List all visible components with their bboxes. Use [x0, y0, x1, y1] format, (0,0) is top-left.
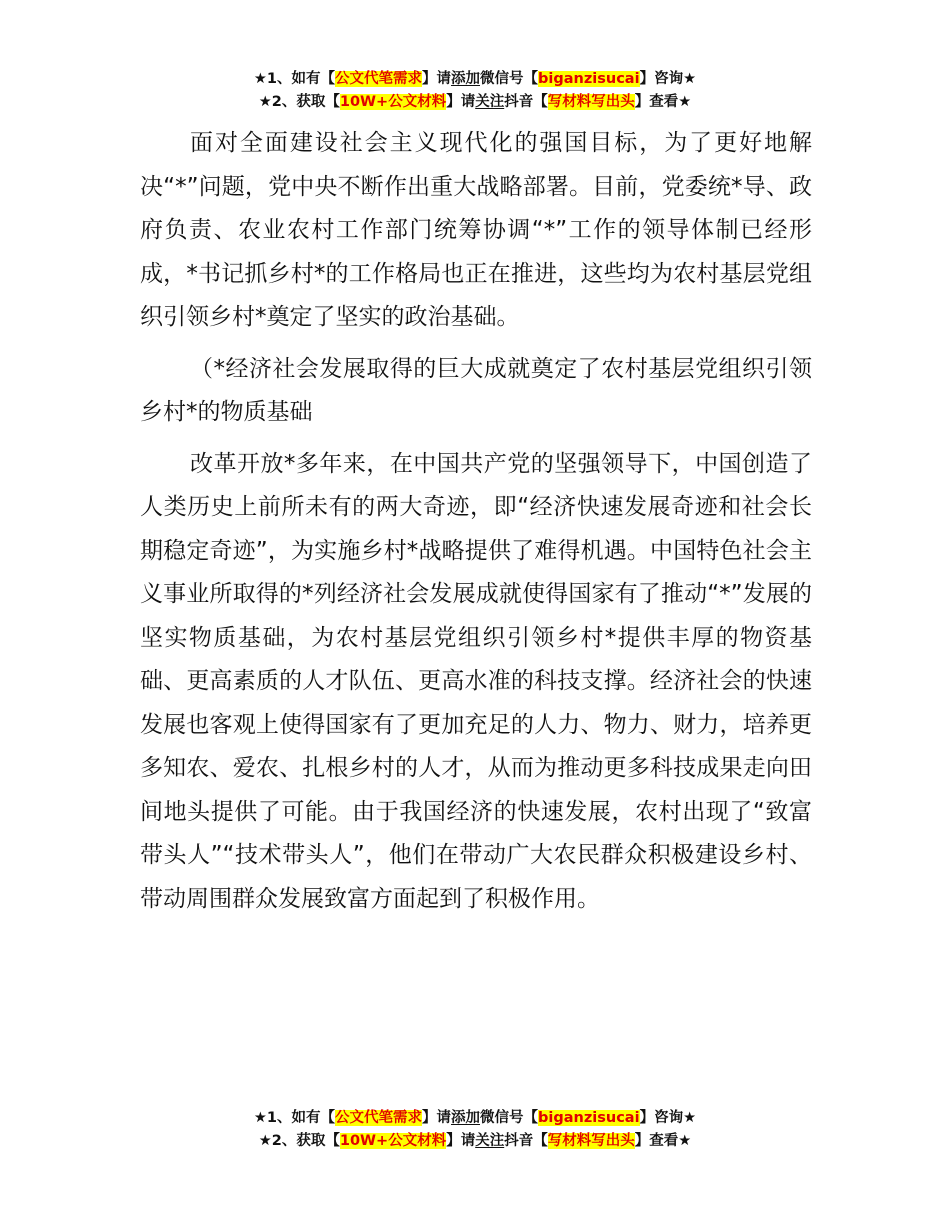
- banner-text: 抖音【: [504, 1133, 548, 1149]
- banner-highlight-douyin-account: 写材料写出头: [547, 94, 635, 110]
- banner-emphasis: 添加: [451, 71, 481, 87]
- banner-text: ★1、如有【: [253, 1110, 336, 1126]
- banner-text: 】咨询★: [639, 71, 697, 87]
- banner-emphasis: 关注: [475, 1133, 505, 1149]
- banner-text: 】查看★: [634, 94, 692, 110]
- banner-text: 】请: [422, 1110, 452, 1126]
- banner-text: ★2、获取【: [258, 94, 340, 110]
- banner-emphasis: 添加: [451, 1110, 481, 1126]
- banner-text: 】查看★: [634, 1133, 692, 1149]
- banner-text: 】请: [422, 71, 452, 87]
- header-banner-line-2: [0, 91, 950, 114]
- section-heading: （*经济社会发展取得的巨大成就奠定了农村基层党组织引领乡村*的物质基础: [140, 355, 812, 425]
- footer-banner-line-1: [0, 1107, 950, 1130]
- banner-highlight-wechat-id: biganzisucai: [538, 71, 640, 87]
- document-body: [140, 122, 812, 921]
- body-paragraph-2: 改革开放*多年来，在中国共产党的坚强领导下，中国创造了人类历史上前所未有的两大奇迹，即“经济快速发展奇迹和社会长期稳定奇迹”，为实施乡村*战略提供了难得机遇。中国特色社会主义事业所取得的*列经济社会发展成就使得国家有了推动“*”发展的坚实物质基础，为农村基层党组织引领乡村*提供丰厚的物资基础、更高素质的人才队伍、更高水准的科技支撑。经济社会的快速发展也客观上使得国家有了更加充足的人力、物力、财力，培养更多知农、爱农、扎根乡村的人才，从而为推动更多科技成果走向田间地头提供了可能。由于我国经济的快速发展，农村出现了“致富带头人”“技术带头人”，他们在带动广大农民群众积极建设乡村、带动周围群众发展致富方面起到了积极作用。: [140, 450, 812, 912]
- header-banner: [0, 68, 950, 114]
- banner-text: 微信号【: [480, 1110, 539, 1126]
- banner-highlight-wechat-id: biganzisucai: [538, 1110, 640, 1126]
- banner-text: 】请: [446, 94, 476, 110]
- banner-highlight-douyin-account: 写材料写出头: [547, 1133, 635, 1149]
- banner-highlight-service: 公文代笔需求: [335, 1110, 423, 1126]
- footer-banner: [0, 1107, 950, 1153]
- banner-text: 】咨询★: [639, 1110, 697, 1126]
- banner-highlight-materials: 10W+公文材料: [339, 94, 447, 110]
- body-paragraph-1: 面对全面建设社会主义现代化的强国目标，为了更好地解决“*”问题，党中央不断作出重大战略部署。目前，党委统*导、政府负责、农业农村工作部门统筹协调“*”工作的领导体制已经形成，*书记抓乡村*的工作格局也正在推进，这些均为农村基层党组织引领乡村*奠定了坚实的政治基础。: [140, 130, 812, 330]
- banner-text: 抖音【: [504, 94, 548, 110]
- banner-emphasis: 关注: [475, 94, 505, 110]
- banner-text: 微信号【: [480, 71, 539, 87]
- footer-banner-line-2: [0, 1130, 950, 1153]
- banner-text: 】请: [446, 1133, 476, 1149]
- header-banner-line-1: [0, 68, 950, 91]
- banner-highlight-service: 公文代笔需求: [335, 71, 423, 87]
- banner-text: ★1、如有【: [253, 71, 336, 87]
- banner-highlight-materials: 10W+公文材料: [339, 1133, 447, 1149]
- banner-text: ★2、获取【: [258, 1133, 340, 1149]
